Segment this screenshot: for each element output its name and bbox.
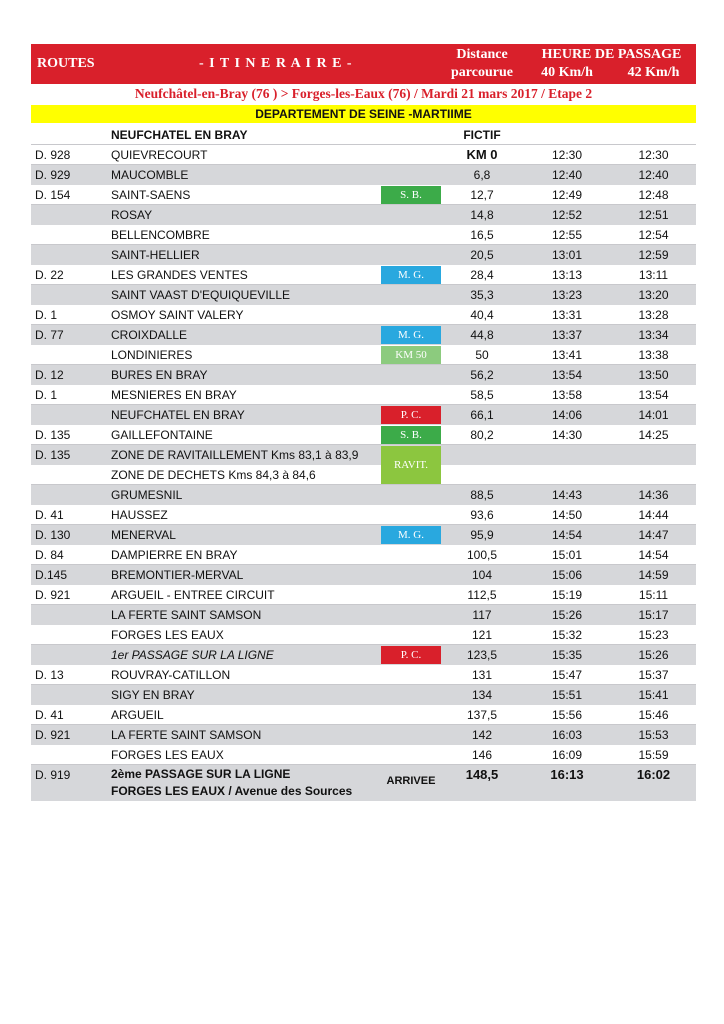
time-40-cell: 15:26 — [551, 608, 583, 622]
distance-cell: 20,5 — [470, 248, 494, 262]
table-row — [31, 485, 696, 505]
table-row — [31, 425, 696, 445]
distance-cell: 95,9 — [470, 528, 494, 542]
route-cell: D. 77 — [35, 328, 64, 342]
place-cell: 1er PASSAGE SUR LA LIGNE — [111, 648, 274, 662]
time-42-cell: 12:48 — [638, 188, 669, 202]
finish-line2: FORGES LES EAUX / Avenue des Sources — [111, 784, 353, 798]
time-40-cell: 15:19 — [551, 588, 583, 602]
time-40-cell: 15:32 — [551, 628, 583, 642]
distance-cell: 131 — [471, 668, 493, 682]
time-42-cell: 15:26 — [638, 648, 669, 662]
route-cell: D.145 — [35, 568, 68, 582]
time-40-cell: 13:54 — [551, 368, 583, 382]
place-cell: HAUSSEZ — [111, 508, 168, 522]
distance-cell: KM 0 — [466, 147, 498, 162]
table-row — [31, 365, 696, 385]
header-itineraire: - I T I N E R A I R E - — [199, 56, 353, 71]
place-cell: LA FERTE SAINT SAMSON — [111, 608, 262, 622]
control-badge: RAVIT. — [381, 446, 441, 484]
table-row — [31, 585, 696, 605]
distance-cell: 100,5 — [466, 548, 498, 562]
table-row — [31, 345, 696, 365]
route-cell: D. 130 — [35, 528, 71, 542]
table-row — [31, 165, 696, 185]
place-cell: ZONE DE DECHETS Kms 84,3 à 84,6 — [111, 468, 316, 482]
place-cell: QUIEVRECOURT — [111, 148, 208, 162]
finish-row — [31, 765, 696, 801]
time-42-cell: 15:53 — [638, 728, 669, 742]
place-cell: SAINT-HELLIER — [111, 248, 200, 262]
route-cell: D. 1 — [35, 308, 58, 322]
time-42-cell: 15:46 — [638, 708, 669, 722]
time-40-cell: 14:54 — [551, 528, 583, 542]
finish-t42: 16:02 — [636, 767, 671, 782]
place-cell: ARGUEIL — [111, 708, 164, 722]
place-cell: SAINT-SAENS — [111, 188, 191, 202]
time-42-cell: 15:37 — [638, 668, 669, 682]
time-42-cell: 14:54 — [638, 548, 669, 562]
place-cell: ZONE DE RAVITAILLEMENT Kms 83,1 à 83,9 — [111, 448, 359, 462]
control-badge: S. B. — [381, 426, 441, 444]
table-row — [31, 685, 696, 705]
time-42-cell: 14:59 — [638, 568, 669, 582]
route-cell: D. 928 — [35, 148, 71, 162]
place-cell: GRUMESNIL — [111, 488, 183, 502]
place-cell: BURES EN BRAY — [111, 368, 208, 382]
distance-cell: 58,5 — [470, 388, 494, 402]
finish-dist: 148,5 — [465, 767, 499, 782]
time-42-cell: 14:47 — [638, 528, 669, 542]
time-42-cell: 13:28 — [638, 308, 669, 322]
table-row — [31, 565, 696, 585]
distance-cell: 88,5 — [470, 488, 494, 502]
finish-t40: 16:13 — [550, 767, 584, 782]
table-row — [31, 285, 696, 305]
place-cell: MESNIERES EN BRAY — [111, 388, 237, 402]
place-cell: DAMPIERRE EN BRAY — [111, 548, 238, 562]
table-row — [31, 145, 696, 165]
distance-cell: 137,5 — [466, 708, 498, 722]
time-40-cell: 16:09 — [551, 748, 583, 762]
time-42-cell: 14:01 — [638, 408, 669, 422]
place-cell: LA FERTE SAINT SAMSON — [111, 728, 262, 742]
distance-cell: 28,4 — [470, 268, 494, 282]
time-42-cell: 15:17 — [638, 608, 669, 622]
table-header — [31, 44, 696, 84]
time-40-cell: 14:30 — [551, 428, 583, 442]
distance-cell: 117 — [472, 608, 492, 622]
route-cell: D. 12 — [35, 368, 64, 382]
table-row — [31, 545, 696, 565]
distance-cell: 56,2 — [470, 368, 494, 382]
distance-cell: 134 — [471, 688, 493, 702]
route-cell: D. 135 — [35, 448, 71, 462]
distance-cell: 50 — [475, 348, 489, 362]
time-42-cell: 13:20 — [638, 288, 669, 302]
time-40-cell: 13:01 — [551, 248, 583, 262]
control-badge: P. C. — [381, 406, 441, 424]
header-speed-40: 40 Km/h — [541, 65, 593, 80]
place-cell: FORGES LES EAUX — [111, 628, 224, 642]
finish-line1: 2ème PASSAGE SUR LA LIGNE — [111, 767, 291, 781]
route-cell: D. 921 — [35, 728, 71, 742]
table-row — [31, 605, 696, 625]
time-40-cell: 13:31 — [551, 308, 583, 322]
time-40-cell: 15:51 — [551, 688, 583, 702]
time-42-cell: 13:34 — [638, 328, 669, 342]
place-cell: MAUCOMBLE — [111, 168, 189, 182]
table-row — [31, 225, 696, 245]
place-cell: SIGY EN BRAY — [111, 688, 195, 702]
finish-route: D. 919 — [35, 768, 71, 782]
time-40-cell: 13:23 — [551, 288, 583, 302]
time-40-cell: 16:03 — [551, 728, 583, 742]
distance-cell: 44,8 — [470, 328, 494, 342]
table-row — [31, 185, 696, 205]
control-badge: S. B. — [381, 186, 441, 204]
route-cell: D. 84 — [35, 548, 64, 562]
place-cell: BELLENCOMBRE — [111, 228, 210, 242]
route-cell: D. 154 — [35, 188, 71, 202]
control-badge: P. C. — [381, 646, 441, 664]
time-40-cell: 12:40 — [551, 168, 583, 182]
route-cell: D. 921 — [35, 588, 71, 602]
header-distance: Distance — [456, 47, 508, 62]
table-row — [31, 205, 696, 225]
time-40-cell: 12:30 — [551, 148, 583, 162]
place-cell: SAINT VAAST D'EQUIQUEVILLE — [111, 288, 291, 302]
table-row — [31, 325, 696, 345]
place-cell: MENERVAL — [111, 528, 176, 542]
time-42-cell: 15:41 — [638, 688, 669, 702]
distance-cell: 112,5 — [467, 588, 497, 602]
control-badge: KM 50 — [381, 346, 441, 364]
place-cell: LONDINIERES — [111, 348, 193, 362]
time-42-cell: 13:11 — [638, 268, 669, 282]
place-cell: GAILLEFONTAINE — [111, 428, 213, 442]
control-badge: M. G. — [381, 526, 441, 544]
start-dist: FICTIF — [463, 128, 501, 142]
place-cell: OSMOY SAINT VALERY — [111, 308, 244, 322]
distance-cell: 14,8 — [470, 208, 494, 222]
header-heure-passage: HEURE DE PASSAGE — [541, 47, 682, 62]
table-row — [31, 665, 696, 685]
time-40-cell: 13:41 — [551, 348, 583, 362]
place-cell: CROIXDALLE — [111, 328, 188, 342]
time-40-cell: 15:47 — [551, 668, 583, 682]
time-42-cell: 14:44 — [638, 508, 669, 522]
time-40-cell: 15:35 — [551, 648, 583, 662]
time-42-cell: 12:51 — [638, 208, 669, 222]
time-40-cell: 12:49 — [551, 188, 583, 202]
time-40-cell: 13:58 — [551, 388, 583, 402]
header-routes: ROUTES — [37, 56, 95, 71]
finish-arrivee: ARRIVEE — [386, 775, 436, 787]
department-banner: DEPARTEMENT DE SEINE -MARTIIME — [31, 105, 696, 123]
time-42-cell: 15:59 — [638, 748, 669, 762]
distance-cell: 6,8 — [473, 168, 491, 182]
place-cell: LES GRANDES VENTES — [111, 268, 248, 282]
table-row — [31, 405, 696, 425]
distance-cell: 40,4 — [470, 308, 494, 322]
distance-cell: 66,1 — [470, 408, 494, 422]
control-badge: M. G. — [381, 326, 441, 344]
time-40-cell: 14:06 — [551, 408, 583, 422]
route-cell: D. 41 — [35, 708, 64, 722]
distance-cell: 12,7 — [470, 188, 494, 202]
header-parcourue: parcourue — [451, 65, 513, 80]
time-42-cell: 13:38 — [638, 348, 669, 362]
time-42-cell: 12:40 — [638, 168, 669, 182]
table-row — [31, 505, 696, 525]
distance-cell: 35,3 — [470, 288, 494, 302]
time-42-cell: 12:54 — [638, 228, 669, 242]
table-row — [31, 465, 696, 485]
start-row — [31, 125, 696, 145]
time-42-cell: 15:23 — [638, 628, 669, 642]
place-cell: BREMONTIER-MERVAL — [111, 568, 244, 582]
table-row — [31, 385, 696, 405]
start-place: NEUFCHATEL EN BRAY — [111, 128, 248, 142]
place-cell: ROUVRAY-CATILLON — [111, 668, 231, 682]
table-row — [31, 265, 696, 285]
time-40-cell: 12:52 — [551, 208, 583, 222]
distance-cell: 16,5 — [470, 228, 494, 242]
time-40-cell: 15:06 — [551, 568, 583, 582]
distance-cell: 121 — [471, 628, 493, 642]
control-badge: M. G. — [381, 266, 441, 284]
time-40-cell: 15:01 — [551, 548, 583, 562]
table-row — [31, 725, 696, 745]
table-row — [31, 705, 696, 725]
place-cell: ROSAY — [111, 208, 153, 222]
time-40-cell: 15:56 — [551, 708, 583, 722]
time-42-cell: 12:59 — [638, 248, 669, 262]
time-40-cell: 14:50 — [551, 508, 583, 522]
table-row — [31, 245, 696, 265]
route-cell: D. 929 — [35, 168, 71, 182]
table-row — [31, 645, 696, 665]
time-42-cell: 13:54 — [638, 388, 669, 402]
place-cell: ARGUEIL - ENTREE CIRCUIT — [111, 588, 275, 602]
route-cell: D. 1 — [35, 388, 58, 402]
table-row — [31, 525, 696, 545]
time-40-cell: 13:37 — [551, 328, 583, 342]
table-row — [31, 305, 696, 325]
time-42-cell: 12:30 — [638, 148, 669, 162]
route-cell: D. 22 — [35, 268, 64, 282]
time-42-cell: 14:25 — [638, 428, 669, 442]
distance-cell: 123,5 — [466, 648, 498, 662]
time-42-cell: 13:50 — [638, 368, 669, 382]
distance-cell: 142 — [471, 728, 493, 742]
route-cell: D. 135 — [35, 428, 71, 442]
time-42-cell: 14:36 — [638, 488, 669, 502]
route-cell: D. 13 — [35, 668, 64, 682]
header-speed-42: 42 Km/h — [627, 65, 680, 80]
table-row — [31, 745, 696, 765]
time-40-cell: 12:55 — [551, 228, 583, 242]
place-cell: NEUFCHATEL EN BRAY — [111, 408, 245, 422]
time-42-cell: 15:11 — [638, 588, 669, 602]
distance-cell: 93,6 — [470, 508, 494, 522]
distance-cell: 80,2 — [470, 428, 494, 442]
distance-cell: 104 — [471, 568, 493, 582]
distance-cell: 146 — [471, 748, 493, 762]
place-cell: FORGES LES EAUX — [111, 748, 224, 762]
stage-subtitle: Neufchâtel-en-Bray (76 ) > Forges-les-Eaux (76) / Mardi 21 mars 2017 / Etape 2 — [134, 86, 593, 101]
table-row — [31, 625, 696, 645]
route-cell: D. 41 — [35, 508, 64, 522]
time-40-cell: 13:13 — [551, 268, 583, 282]
table-row — [31, 445, 696, 471]
time-40-cell: 14:43 — [551, 488, 583, 502]
